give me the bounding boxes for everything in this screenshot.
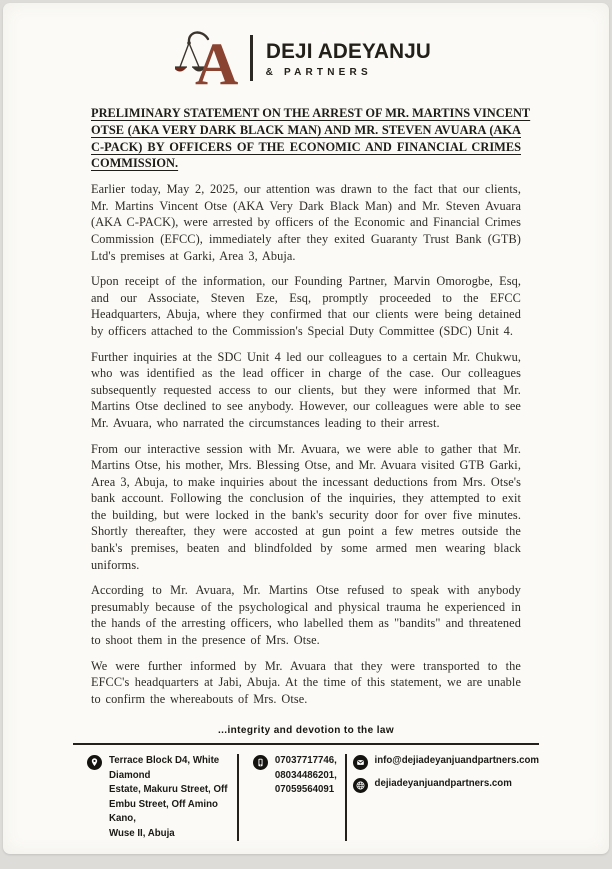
address-lines: [109, 754, 237, 841]
website-row: [353, 777, 539, 793]
document-paper: [3, 3, 609, 854]
address-line: Embu Street, Off Amino Kano,: [109, 798, 218, 825]
phone-block: [239, 754, 345, 798]
logo-divider: [250, 35, 253, 81]
document-body: [91, 181, 521, 707]
letterhead: [3, 3, 609, 89]
brand-subtitle: & PARTNERS: [265, 66, 372, 78]
phone-number: 07037717746,: [274, 755, 337, 767]
email-row: [353, 754, 539, 770]
title-line: OTSE (AKA VERY DARK BLACK MAN) AND MR. STEVEN AVUARA (AKA: [91, 122, 521, 137]
paragraph: Earlier today, May 2, 2025, our attention was drawn to the fact that our clients, Mr. Martins Vincent Otse (AKA Very Dark Black Man) and Mr. Steven Avuara (AKA C-PACK), were arrested by officers of the Economic and Financial Crimes Commission (EFCC), immediately after they exited Guaranty Trust Bank (GTB) Ltd's premises at Garki, Area 3, Abuja.: [91, 182, 521, 263]
phone-number: 07059564091: [274, 784, 335, 796]
phone-number: 08034486201,: [274, 769, 337, 781]
document-title: [91, 105, 531, 172]
paragraph: From our interactive session with Mr. Avuara, we were able to gather that Mr. Martins Otse, his mother, Mrs. Blessing Otse, and Mr. Avuara visited GTB Garki, Area 3, Abuja, to make inquiries about the incessant deductions from Mrs. Otse's bank account. Following the conclusion of the inquiries, they attempted to exit the building, but were locked in the bank's security door for over five minutes. Shortly thereafter, they were accosted at gun point a few metres outside the bank's premises, beaten and blindfolded by some armed men wearing black uniforms.: [91, 441, 521, 572]
firm-tagline: ...integrity and devotion to the law: [217, 725, 395, 737]
svg-text:A: A: [194, 31, 238, 89]
address-line: Estate, Makuru Street, Off: [109, 784, 228, 796]
brand-name: DEJI ADEYANJU: [265, 38, 431, 63]
scales-of-justice-icon: [175, 27, 241, 89]
title-line: PRELIMINARY STATEMENT ON THE ARREST OF MR. MARTINS VINCENT: [91, 106, 531, 120]
address-line: Terrace Block D4, White Diamond: [109, 755, 220, 781]
phone-icon: [253, 755, 268, 770]
globe-icon: [353, 778, 368, 793]
email-address: info@dejiadeyanjuandpartners.com: [374, 755, 540, 767]
online-contact-block: [347, 754, 539, 793]
paragraph: According to Mr. Avuara, Mr. Martins Otse refused to speak with anybody presumably because of the psychological and physical trauma he experienced in the hands of the arresting officers, who labelled them as "bandits" and threatened to shoot them in the presence of Mrs. Otse.: [91, 583, 521, 648]
title-line: COMMISSION.: [91, 156, 179, 171]
envelope-icon: [353, 755, 368, 770]
address-line: Wuse II, Abuja: [109, 827, 175, 839]
brand-text: [266, 39, 438, 78]
website-url: dejiadeyanjuandpartners.com: [374, 778, 512, 790]
firm-logo: [175, 27, 438, 89]
location-pin-icon: [87, 755, 102, 770]
title-line: C-PACK) BY OFFICERS OF THE ECONOMIC AND FINANCIAL CRIMES: [91, 139, 521, 154]
paragraph: Upon receipt of the information, our Founding Partner, Marvin Omorogbe, Esq, and our Associate, Steven Eze, Esq, promptly proceeded to the EFCC Headquarters, Abuja, where they confirmed that our clients were being detained by officers attached to the Commission's Special Duty Committee (SDC) Unit 4.: [91, 274, 521, 338]
statement-content: [3, 89, 609, 707]
address-block: [75, 754, 237, 841]
paragraph: Further inquiries at the SDC Unit 4 led our colleagues to a certain Mr. Chukwu, who was identified as the lead officer in charge of the case. Our colleagues subsequently requested access to our clients, but they were informed that Mr. Martins Otse declined to see anybody. However, our colleagues were able to see Mr. Avuara, who narrated the circumstances leading to their arrest.: [91, 349, 521, 430]
phone-numbers: [275, 754, 337, 798]
contact-footer: [75, 754, 539, 841]
footer-divider-line: [73, 743, 539, 745]
paragraph: We were further informed by Mr. Avuara that they were transported to the EFCC's headquarters at Jabi, Abuja. At the time of this statement, we are unable to confirm the whereabouts of Mrs. Otse.: [91, 658, 521, 706]
